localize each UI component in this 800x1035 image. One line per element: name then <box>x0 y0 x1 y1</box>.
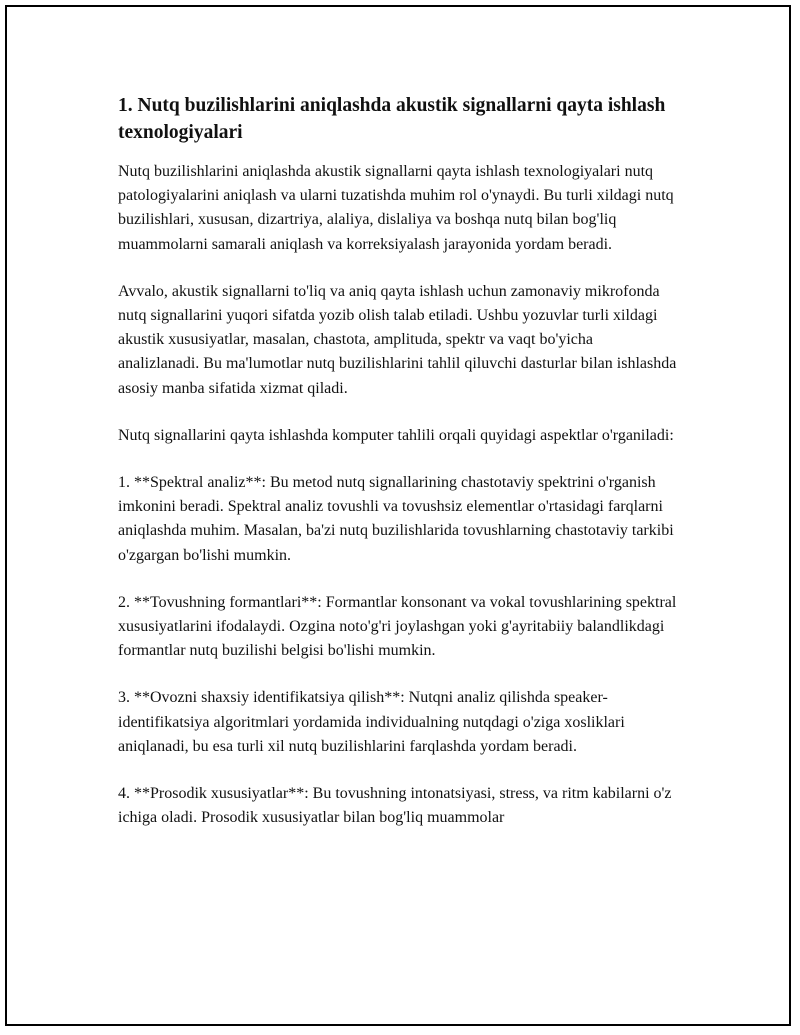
paragraph-intro: Nutq buzilishlarini aniqlashda akustik signallarni qayta ishlash texnologiyalari nutq patologiyalarini aniqlash va ularni tuzatishda muhim rol o'ynaydi. Bu turli xildagi nutq buzilishlari, xususan, dizartriya, alaliya, dislaliya va boshqa nutq bilan bog'liq muammolarni samarali aniqlash va korreksiyalash jarayonida yordam beradi. <box>118 163 674 253</box>
list-item-spectral-analysis: 1. **Spektral analiz**: Bu metod nutq signallarining chastotaviy spektrini o'rganish imkonini beradi. Spektral analiz tovushli va tovushsiz elementlar o'rtasidagi farqlarni aniqlashda muhim. Masalan, ba'zi nutq buzilishlarida tovushlarning chastotaviy tarkibi o'zgargan bo'lishi mumkin. <box>118 474 674 564</box>
section-heading: 1. Nutq buzilishlarini aniqlashda akustik signallarni qayta ishlash texnologiyalari <box>118 95 666 143</box>
paragraph-recording: Avvalo, akustik signallarni to'liq va aniq qayta ishlash uchun zamonaviy mikrofonda nutq signallarini yuqori sifatda yozib olish talab etiladi. Ushbu yozuvlar turli xildagi akustik xususiyatlar, masalan, chastota, amplituda, spektr va vaqt bo'yicha analizlanadi. Bu ma'lumotlar nutq buzilishlarini tahlil qiluvchi dasturlar bilan ishlashda asosiy manba sifatida xizmat qiladi. <box>118 282 677 397</box>
document-body <box>118 92 678 853</box>
list-item-formants: 2. **Tovushning formantlari**: Formantlar konsonant va vokal tovushlarining spektral xususiyatlarini ifodalaydi. Ozgina noto'g'ri joylashgan yoki g'ayritabiiy balandlikdagi formantlar nutq buzilishi belgisi bo'lishi mumkin. <box>118 593 677 660</box>
paragraph-aspects-lead: Nutq signallarini qayta ishlashda komputer tahlili orqali quyidagi aspektlar o'rganiladi: <box>118 426 674 444</box>
list-item-speaker-identification: 3. **Ovozni shaxsiy identifikatsiya qilish**: Nutqni analiz qilishda speaker-identifikatsiya algoritmlari yordamida individualning nutqdagi o'ziga xosliklari aniqlanadi, bu esa turli xil nutq buzilishlarini farqlashda yordam beradi. <box>118 689 625 755</box>
list-item-prosodic-features: 4. **Prosodik xususiyatlar**: Bu tovushning intonatsiyasi, stress, va ritm kabilarni o'z ichiga oladi. Prosodik xususiyatlar bilan bog'liq muammolar <box>118 785 672 827</box>
